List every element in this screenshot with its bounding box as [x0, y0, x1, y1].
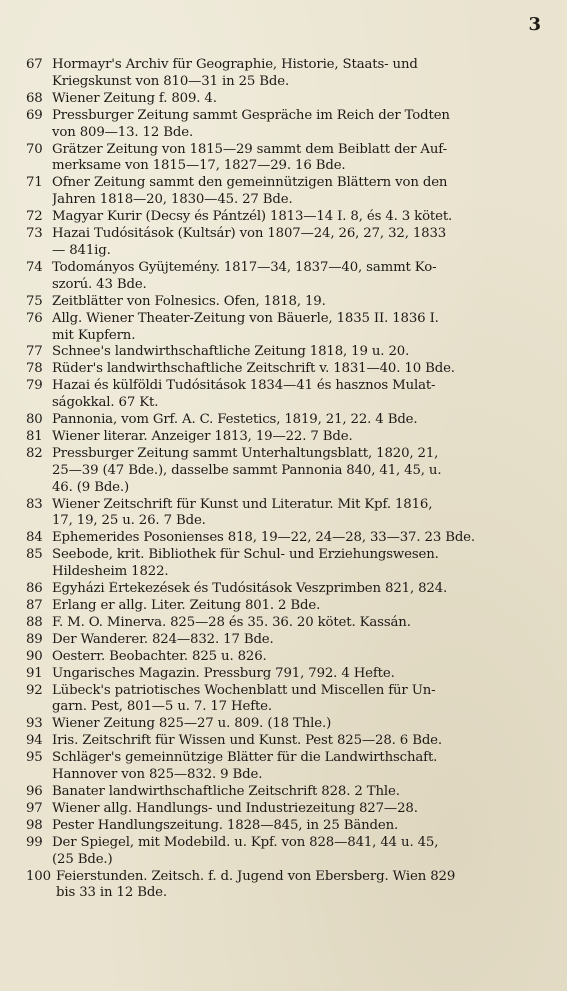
entry-number: 96 — [26, 783, 43, 799]
entry-line: Seebode, krit. Bibliothek für Schul- und Erziehungswesen. — [52, 547, 439, 563]
list-item — [26, 446, 541, 497]
entry-text — [52, 361, 541, 378]
entry-line: Egyházi Értekezések és Tudósitások Veszprimben 821, 824. — [52, 581, 448, 597]
list-item — [26, 294, 541, 311]
entry-text — [52, 294, 541, 311]
entry-line: Banater landwirthschaftliche Zeitschrift 828. 2 Thle. — [52, 783, 400, 799]
entry-line: 46. (9 Bde.) — [52, 479, 130, 495]
list-item — [26, 750, 541, 784]
list-item — [26, 175, 541, 209]
entry-line: Grätzer Zeitung von 1815—29 sammt dem Beiblatt der Auf- — [52, 141, 447, 157]
list-item — [26, 666, 541, 683]
entry-number: 77 — [26, 344, 43, 360]
entry-text — [56, 869, 541, 903]
entry-text — [52, 801, 541, 818]
entry-text — [52, 750, 541, 784]
entry-line: Hildesheim 1822. — [52, 564, 169, 580]
entry-line: Magyar Kurir (Decsy és Pántzél) 1813—14 I. 8, és 4. 3 kötet. — [52, 209, 453, 225]
entry-number: 78 — [26, 361, 43, 377]
entry-number: 68 — [26, 90, 43, 106]
list-item — [26, 412, 541, 429]
list-item — [26, 226, 541, 260]
entry-line: Der Wanderer. 824—832. 17 Bde. — [52, 631, 274, 647]
entry-line: Oesterr. Beobachter. 825 u. 826. — [52, 648, 267, 664]
entry-line: Ungarisches Magazin. Pressburg 791, 792. 4 Hefte. — [52, 665, 395, 681]
list-item — [26, 497, 541, 531]
entry-line: F. M. O. Minerva. 825—28 és 35. 36. 20 kötet. Kassán. — [52, 614, 411, 630]
entry-text — [52, 598, 541, 615]
entry-line: von 809—13. 12 Bde. — [52, 124, 194, 140]
entry-number: 90 — [26, 648, 43, 664]
entry-number: 85 — [26, 547, 43, 563]
entry-line: bis 33 in 12 Bde. — [56, 885, 167, 901]
entry-text — [52, 683, 541, 717]
entry-text — [52, 260, 541, 294]
entry-text — [52, 632, 541, 649]
entry-number: 89 — [26, 631, 43, 647]
entry-text — [52, 446, 541, 497]
page-number: 3 — [528, 14, 541, 35]
entry-text — [52, 344, 541, 361]
entry-text — [52, 412, 541, 429]
entry-line: Lübeck's patriotisches Wochenblatt und Miscellen für Un- — [52, 682, 436, 698]
list-item — [26, 547, 541, 581]
entry-number: 99 — [26, 834, 43, 850]
list-item — [26, 311, 541, 345]
entry-text — [52, 615, 541, 632]
entry-number: 84 — [26, 530, 43, 546]
entry-line: mit Kupfern. — [52, 327, 136, 343]
entry-number: 94 — [26, 733, 43, 749]
entry-number: 80 — [26, 412, 43, 428]
entry-line: garn. Pest, 801—5 u. 7. 17 Hefte. — [52, 699, 272, 715]
entry-number: 97 — [26, 800, 43, 816]
entry-line: Wiener literar. Anzeiger 1813, 19—22. 7 Bde. — [52, 428, 353, 444]
entry-line: Wiener Zeitschrift für Kunst und Literatur. Mit Kpf. 1816, — [52, 496, 433, 512]
list-item — [26, 615, 541, 632]
list-item — [26, 209, 541, 226]
entry-line: Todományos Gyüjtemény. 1817—34, 1837—40, sammt Ko- — [52, 259, 437, 275]
entry-line: Kriegskunst von 810—31 in 25 Bde. — [52, 73, 290, 89]
entry-number: 73 — [26, 226, 43, 242]
list-item — [26, 835, 541, 869]
entry-line: Ofner Zeitung sammt den gemeinnützigen Blättern von den — [52, 175, 448, 191]
entry-number: 76 — [26, 310, 43, 326]
entry-number: 70 — [26, 141, 43, 157]
entry-line: szorú. 43 Bde. — [52, 276, 147, 292]
list-item — [26, 142, 541, 176]
entry-number: 83 — [26, 496, 43, 512]
entry-line: Wiener Zeitung 825—27 u. 809. (18 Thle.) — [52, 716, 332, 732]
list-item — [26, 632, 541, 649]
list-item — [26, 91, 541, 108]
entry-number: 87 — [26, 598, 43, 613]
entry-line: 17, 19, 25 u. 26. 7 Bde. — [52, 513, 206, 529]
list-item — [26, 649, 541, 666]
entry-line: Pannonia, vom Grf. A. C. Festetics, 1819, 21, 22. 4 Bde. — [52, 412, 418, 428]
entry-text — [52, 91, 541, 108]
entry-number: 93 — [26, 716, 43, 732]
entry-number: 98 — [26, 817, 43, 833]
list-item — [26, 581, 541, 598]
entry-line: Allg. Wiener Theater-Zeitung von Bäuerle, 1835 II. 1836 I. — [52, 310, 439, 326]
entry-text — [52, 784, 541, 801]
entry-text — [52, 108, 541, 142]
entry-text — [52, 818, 541, 835]
list-item — [26, 598, 541, 615]
entry-line: — 841ig. — [52, 242, 111, 258]
entry-text — [52, 226, 541, 260]
list-item — [26, 784, 541, 801]
entry-number: 69 — [26, 107, 43, 123]
list-item — [26, 429, 541, 446]
entry-text — [52, 57, 541, 91]
entry-line: merksame von 1815—17, 1827—29. 16 Bde. — [52, 158, 346, 174]
entry-line: (25 Bde.) — [52, 851, 113, 867]
entry-line: Wiener Zeitung f. 809. 4. — [52, 90, 217, 106]
list-item — [26, 260, 541, 294]
list-item — [26, 108, 541, 142]
entry-line: Schnee's landwirthschaftliche Zeitung 1818, 19 u. 20. — [52, 344, 410, 360]
entry-text — [52, 311, 541, 345]
entry-line: Feierstunden. Zeitsch. f. d. Jugend von Ebersberg. Wien 829 — [56, 868, 456, 884]
entry-text — [52, 835, 541, 869]
entry-number: 71 — [26, 175, 43, 191]
entry-line: Iris. Zeitschrift für Wissen und Kunst. Pest 825—28. 6 Bde. — [52, 733, 442, 749]
list-item — [26, 57, 541, 91]
list-item — [26, 818, 541, 835]
entry-line: Pester Handlungszeitung. 1828—845, in 25 Bänden. — [52, 817, 399, 833]
entry-line: Jahren 1818—20, 1830—45. 27 Bde. — [52, 192, 293, 208]
entry-text — [52, 649, 541, 666]
list-item — [26, 683, 541, 717]
entry-number: 72 — [26, 209, 43, 225]
entry-line: Der Spiegel, mit Modebild. u. Kpf. von 828—841, 44 u. 45, — [52, 834, 439, 850]
list-item — [26, 344, 541, 361]
list-item — [26, 716, 541, 733]
entry-list — [26, 57, 541, 902]
entry-number: 88 — [26, 614, 43, 630]
entry-text — [52, 429, 541, 446]
entry-number: 82 — [26, 445, 43, 461]
entry-text — [52, 666, 541, 683]
entry-line: Hazai Tudósitások (Kultsár) von 1807—24, 26, 27, 32, 1833 — [52, 226, 447, 242]
entry-line: 25—39 (47 Bde.), dasselbe sammt Pannonia 840, 41, 45, u. — [52, 462, 442, 478]
entry-text — [52, 142, 541, 176]
entry-number: 75 — [26, 293, 43, 309]
list-item — [26, 733, 541, 750]
entry-text — [52, 733, 541, 750]
entry-line: Erlang er allg. Liter. Zeitung 801. 2 Bde. — [52, 598, 321, 613]
list-item — [26, 869, 541, 903]
entry-line: ságokkal. 67 Kt. — [52, 395, 159, 411]
entry-text — [52, 175, 541, 209]
entry-number: 74 — [26, 259, 43, 275]
list-item — [26, 801, 541, 818]
entry-text — [52, 378, 541, 412]
entry-line: Pressburger Zeitung sammt Gespräche im Reich der Todten — [52, 107, 450, 123]
entry-number: 67 — [26, 57, 43, 72]
entry-line: Zeitblätter von Folnesics. Ofen, 1818, 19. — [52, 293, 326, 309]
entry-number: 86 — [26, 581, 43, 597]
entry-line: Hormayr's Archiv für Geographie, Historie, Staats- und — [52, 57, 418, 72]
entry-number: 91 — [26, 665, 43, 681]
entry-line: Schläger's gemeinnützige Blätter für die Landwirthschaft. — [52, 750, 438, 766]
entry-line: Hannover von 825—832. 9 Bde. — [52, 767, 263, 783]
entry-text — [52, 209, 541, 226]
list-item — [26, 378, 541, 412]
entry-line: Rüder's landwirthschaftliche Zeitschrift v. 1831—40. 10 Bde. — [52, 361, 455, 377]
entry-number: 100 — [26, 868, 51, 884]
entry-line: Hazai és külföldi Tudósitások 1834—41 és hasznos Mulat- — [52, 378, 436, 394]
entry-number: 81 — [26, 428, 43, 444]
entry-line: Wiener allg. Handlungs- und Industriezeitung 827—28. — [52, 800, 418, 816]
entry-text — [52, 497, 541, 531]
entry-number: 95 — [26, 750, 43, 766]
entry-number: 92 — [26, 682, 43, 698]
entry-text — [52, 581, 541, 598]
entry-number: 79 — [26, 378, 43, 394]
entry-line: Ephemerides Posonienses 818, 19—22, 24—28, 33—37. 23 Bde. — [52, 530, 475, 546]
entry-text — [52, 716, 541, 733]
entry-text — [52, 530, 541, 547]
entry-text — [52, 547, 541, 581]
entry-line: Pressburger Zeitung sammt Unterhaltungsblatt, 1820, 21, — [52, 445, 439, 461]
list-item — [26, 530, 541, 547]
list-item — [26, 361, 541, 378]
